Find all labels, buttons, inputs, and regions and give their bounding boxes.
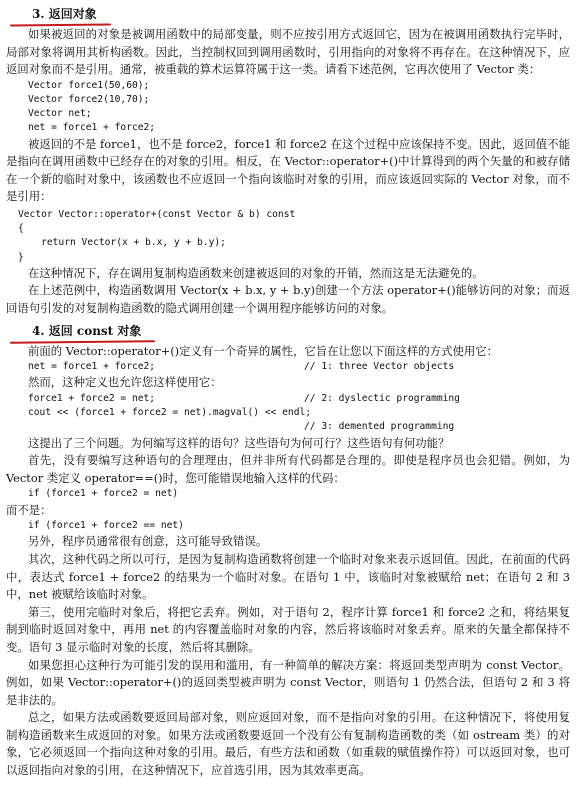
code-line: cout << (force1 + force2 = net).magval() << endl; xyxy=(28,407,312,419)
code-line xyxy=(6,420,570,434)
section-4-heading xyxy=(32,323,141,339)
code-line: Vector net; xyxy=(28,108,92,120)
code-spacer xyxy=(28,420,304,434)
section-3-title: 3. 返回对象 xyxy=(32,7,97,21)
code-comment: // 2: dyslectic programming xyxy=(304,392,460,404)
code-text: force1 + force2 = net; xyxy=(28,392,156,404)
section-3-paragraph-4: 在上述范例中，构造函数调用 Vector(x + b.x, y + b.y)创建一个方法 operator+()能够访问的对象；而返回语句引发的对复制构造函数的隐式调用创建一个调用程序能够访问的对象。 xyxy=(6,283,570,315)
section-4-paragraph-9: 如果您担心这种行为可能引发的误用和滥用，有一种简单的解决方案：将返回类型声明为 const Vector。例如，如果 Vector::operator+()的返回类型被声明为 const Vector，则语句 1 仍然合法，但语句 2 和 3 将是非法的。 xyxy=(6,657,570,707)
code-line: if (force1 + force2 = net) xyxy=(28,488,179,500)
code-line: if (force1 + force2 == net) xyxy=(28,520,184,532)
section-4-title: 4. 返回 const 对象 xyxy=(32,323,142,338)
code-line: { xyxy=(18,223,24,235)
section-3-paragraph-3: 在这种情况下，存在调用复制构造函数来创建被返回的对象的开销，然而这是无法避免的。 xyxy=(28,265,484,280)
section-4-paragraph-4: 首先，没有要编写这种语句的合理理由，但并非所有代码都是合理的。即使是程序员也会犯错。例如，为 Vector 类定义 operator==()时，您可能错误地输入这样的代码： xyxy=(6,453,570,485)
section-3-paragraph-1: 如果被返回的对象是被调用函数中的局部变量，则不应按引用方式返回它，因为在被调用函数执行完毕时，局部对象将调用其析构函数。因此，当控制权回到调用函数时，引用指向的对象将不再存在。在这种情况下，应返回对象而不是引用。通常，被重载的算术运算符属于这一类。请看下述范例，它再次使用了 Vector 类： xyxy=(6,27,570,77)
section-4-paragraph-3: 这提出了三个问题。为何编写这样的语句？这些语句为何可行？这些语句有何功能？ xyxy=(28,435,450,450)
section-4-paragraph-6: 另外，程序员通常很有创意，这可能导致错误。 xyxy=(28,534,268,549)
code-comment: // 1: three Vector objects xyxy=(304,361,455,373)
code-text: net = force1 + force2; xyxy=(28,361,156,373)
code-line xyxy=(6,360,570,374)
code-line xyxy=(6,392,570,406)
section-3-paragraph-2: 被返回的不是 force1，也不是 force2，force1 和 force2 在这个过程中应该保持不变。因此，返回值不能是指向在调用函数中已经存在的对象的引用。相反，在 Vector::operator+()中计算得到的两个矢量的和被存储在一个新的临时对象中，该函数也不应返回一个指向该临时对象的引用，而应该返回实际的 Vector 对象，而不是引用： xyxy=(6,136,570,204)
code-line: Vector force1(50,60); xyxy=(28,79,150,91)
code-line: Vector force2(10,70); xyxy=(28,93,150,105)
section-4-paragraph-1: 前面的 Vector::operator+()定义有一个奇异的属性，它旨在让您以下面这样的方式使用它： xyxy=(28,343,499,358)
code-line: net = force1 + force2; xyxy=(28,122,156,134)
section-4-paragraph-2: 然而，这种定义也允许您这样使用它： xyxy=(28,375,222,390)
section-3-heading xyxy=(32,6,97,22)
section-4-paragraph-8: 第三，使用完临时对象后，将把它丢弃。例如，对于语句 2，程序计算 force1 和 force2 之和，将结果复制到临时返回对象中，再用 net 的内容覆盖临时对象的内容，然后将该临时对象丢弃。原来的矢量全都保持不变。语句 3 显示临时对象的长度，然后将其删除。 xyxy=(6,604,570,654)
section-4-paragraph-10: 总之，如果方法或函数要返回局部对象，则应返回对象，而不是指向对象的引用。在这种情况下，将使用复制构造函数来生成返回的对象。如果方法或函数要返回一个没有公有复制构造函数的类（如 ostream 类）的对象，它必须返回一个指向这种对象的引用。最后，有些方法和函数（如重载的赋值操作符）可以返回对象，也可以返回指向对象的引用，在这种情况下，应首选引用，因为其效率更高。 xyxy=(6,710,570,778)
code-comment: // 3: demented programming xyxy=(304,421,455,433)
code-line: } xyxy=(18,251,24,263)
code-line: Vector Vector::operator+(const Vector & b) const xyxy=(18,208,296,220)
section-4-paragraph-5: 而不是： xyxy=(6,502,52,517)
code-line: return Vector(x + b.x, y + b.y); xyxy=(18,237,226,249)
section-4-paragraph-7: 其次，这种代码之所以可行，是因为复制构造函数将创建一个临时对象来表示返回值。因此，在前面的代码中，表达式 force1 + force2 的结果为一个临时对象。在语句 1 中，该临时对象被赋给 net；在语句 2 和 3 中，net 被赋给该临时对象。 xyxy=(6,551,570,602)
